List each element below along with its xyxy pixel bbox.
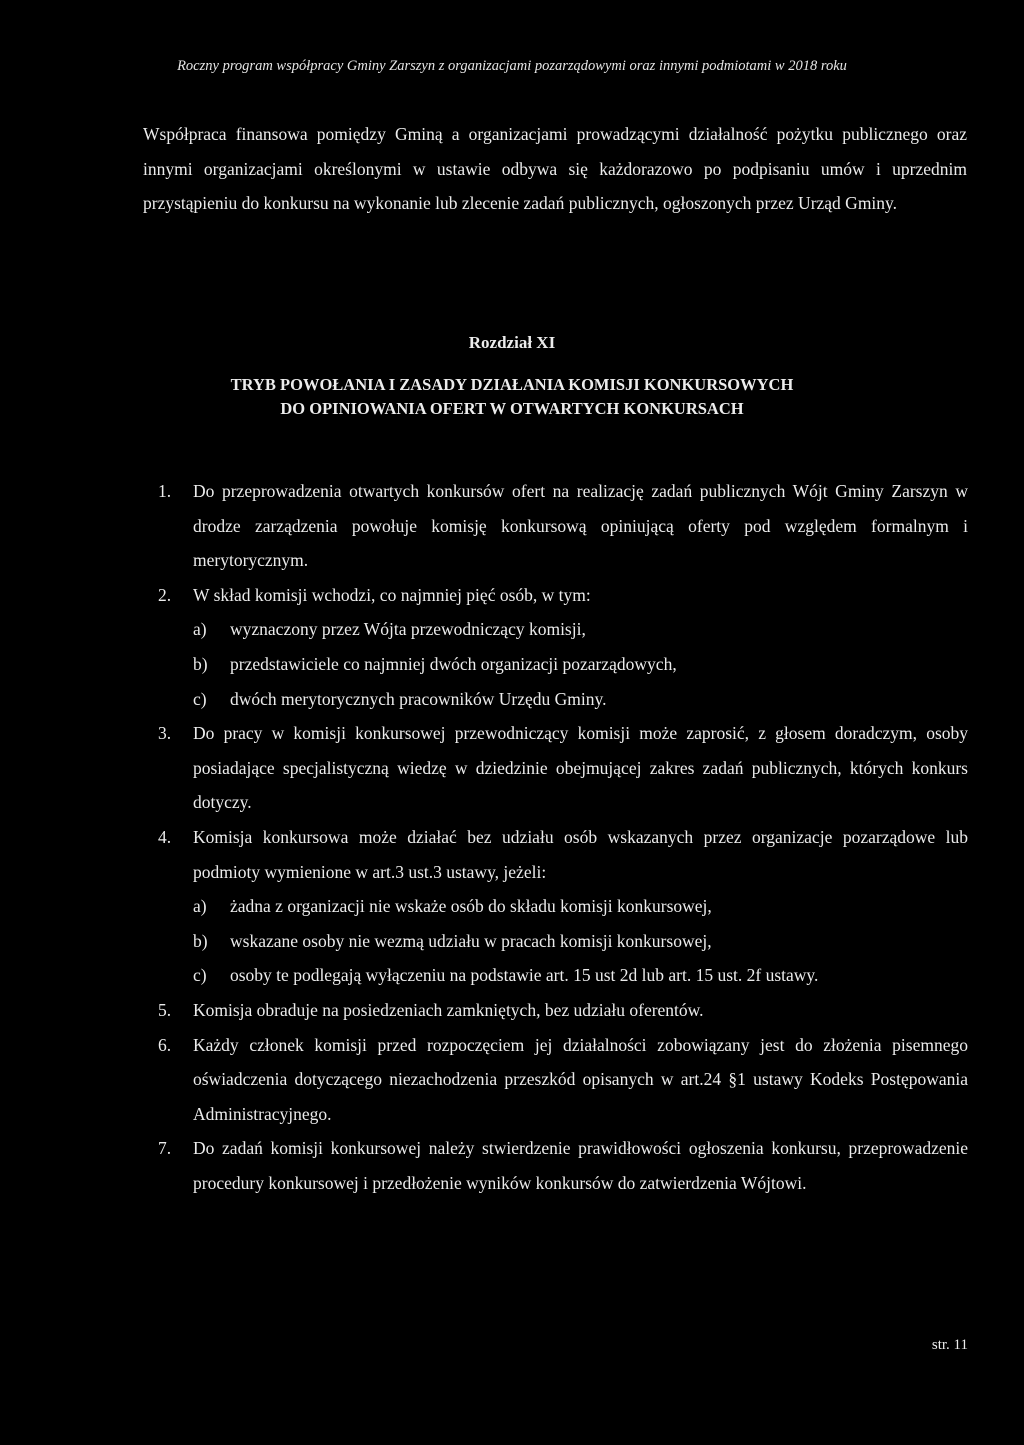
sub-list-item [193,889,968,924]
sub-list-item [193,647,968,682]
sub-item-text: przedstawiciele co najmniej dwóch organizacji pozarządowych, [230,653,677,674]
item-text: Komisja konkursowa może działać bez udziału osób wskazanych przez organizacje pozarządowe lub podmioty wymienione w art.3 ust.3 ustawy, jeżeli: [193,826,968,882]
intro-paragraph: Współpraca finansowa pomiędzy Gminą a organizacjami prowadzącymi działalność pożytku publicznego oraz innymi organizacjami określonymi w ustawie odbywa się każdorazowo po podpisaniu umów i uprzednim przystąpieniu do konkursu na wykonanie lub zlecenie zadań publicznych, ogłoszonych przez Urząd Gminy. [143,124,967,213]
sub-item-letter: a) [193,896,207,917]
page-number: str. 11 [931,1337,968,1353]
sub-item-text: wyznaczony przez Wójta przewodniczący komisji, [230,619,586,640]
sub-item-letter: b) [193,653,208,674]
item-text: Do zadań komisji konkursowej należy stwierdzenie prawidłowości ogłoszenia konkursu, przeprowadzenie procedury konkursowej i przedłożenie wyników konkursów do zatwierdzenia Wójtowi. [193,1138,968,1193]
sub-list [193,612,968,716]
sub-list-item [193,612,968,647]
item-number: 3. [158,723,172,744]
chapter-subtitle [0,373,1024,421]
list-item [158,716,968,820]
list-item [158,1131,968,1200]
sub-item-text: żadna z organizacji nie wskaże osób do składu komisji konkursowej, [230,896,712,917]
sub-list-item [193,682,968,717]
list-item [158,993,968,1028]
chapter-title: Rozdział XI [468,333,556,352]
chapter-subtitle-line-1: TRYB POWOŁANIA I ZASADY DZIAŁANIA KOMISJI KONKURSOWYCH [230,375,794,394]
item-text: Każdy członek komisji przed rozpoczęciem jej działalności zobowiązany jest do złożenia pisemnego oświadczenia dotyczącego niezachodzenia przeszkód opisanych w art.24 §1 ustawy Kodeks Postępowania Administracyjnego. [193,1034,968,1124]
item-text: Do przeprowadzenia otwartych konkursów ofert na realizację zadań publicznych Wójt Gminy Zarszyn w drodze zarządzenia powołuje komisję konkursową opiniującą oferty pod względem formalnym i merytorycznym. [193,481,968,571]
numbered-list [158,474,968,1200]
sub-item-text: dwóch merytorycznych pracowników Urzędu Gminy. [230,688,607,709]
sub-item-letter: c) [193,965,207,986]
item-number: 4. [158,826,172,847]
item-number: 7. [158,1138,172,1159]
page-header: Roczny program współpracy Gminy Zarszyn z organizacjami pozarządowymi oraz innymi podmiotami w 2018 roku [177,58,847,74]
item-number: 1. [158,481,172,501]
sub-list [193,889,968,993]
item-number: 5. [158,999,172,1020]
sub-list-item [193,924,968,959]
sub-item-letter: c) [193,688,207,709]
item-text: Komisja obraduje na posiedzeniach zamkniętych, bez udziału oferentów. [193,999,704,1020]
chapter-subtitle-line-2: DO OPINIOWANIA OFERT W OTWARTYCH KONKURSACH [280,399,744,418]
item-text: W skład komisji wchodzi, co najmniej pięć osób, w tym: [193,584,591,605]
sub-item-letter: b) [193,930,208,951]
list-item [158,1028,968,1132]
sub-item-text: osoby te podlegają wyłączeniu na podstawie art. 15 ust 2d lub art. 15 ust. 2f ustawy. [230,965,819,986]
item-number: 6. [158,1034,172,1055]
item-text: Do pracy w komisji konkursowej przewodniczący komisji może zaprosić, z głosem doradczym, osoby posiadające specjalistyczną wiedzę w dziedzinie obejmującej zakres zadań publicznych, których konkurs dotyczy. [193,723,968,813]
sub-item-text: wskazane osoby nie wezmą udziału w pracach komisji konkursowej, [230,930,712,951]
list-item [158,474,968,578]
list-item [158,578,968,716]
sub-list-item [193,958,968,993]
list-item [158,820,968,993]
sub-item-letter: a) [193,619,207,640]
item-number: 2. [158,584,172,605]
